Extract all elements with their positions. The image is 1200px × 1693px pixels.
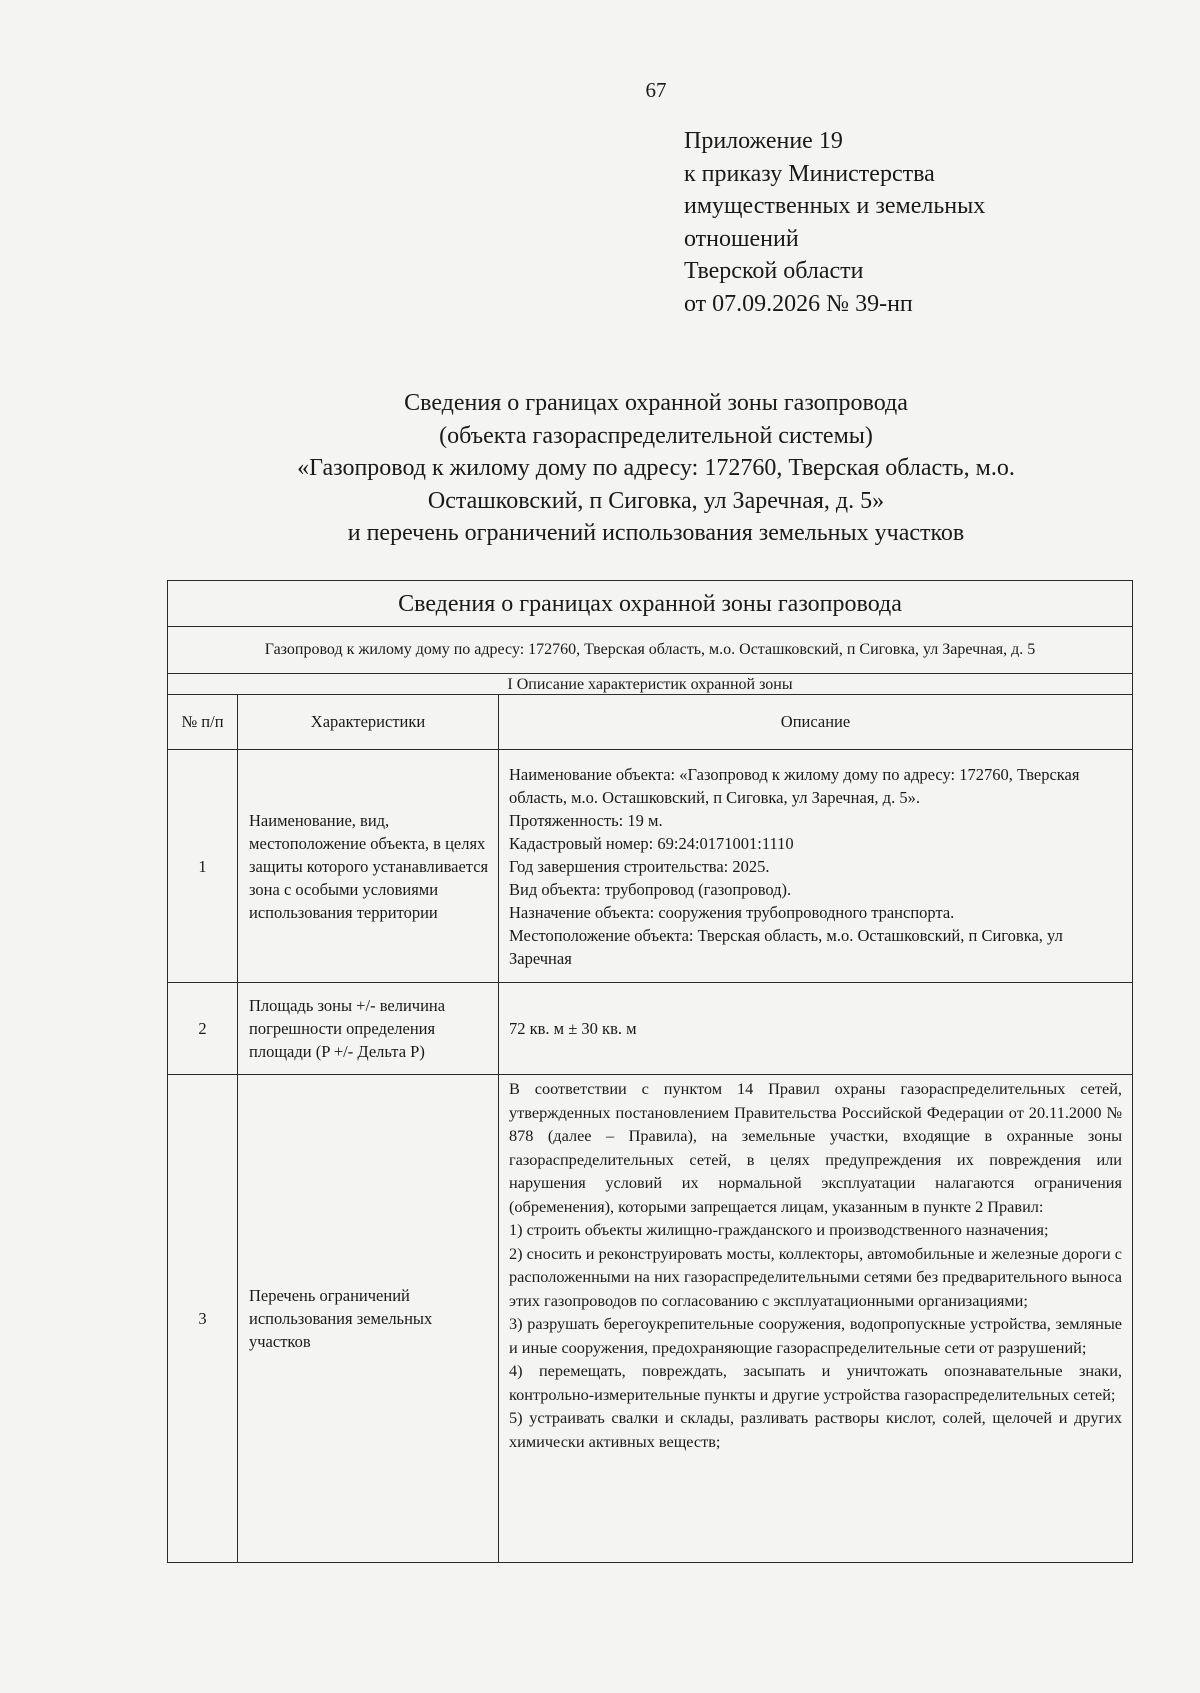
description-paragraph: 2) сносить и реконструировать мосты, коллекторы, автомобильные и железные дороги с расположенными на них газораспределительными сетями без предварительного выноса этих газопроводов по согласованию с эксплуатационными организациями; bbox=[509, 1243, 1123, 1310]
row-description: 72 кв. м ± 30 кв. м bbox=[499, 983, 1133, 1075]
row-description bbox=[499, 1075, 1133, 1563]
header-num: № п/п bbox=[168, 695, 238, 750]
header-characteristics: Характеристики bbox=[238, 695, 499, 750]
description-line: Год завершения строительства: 2025. bbox=[509, 856, 770, 876]
description-paragraph: 4) перемещать, повреждать, засыпать и уничтожать опознавательные знаки, контрольно-измерительные пункты и другие устройства газораспределительных сетей; bbox=[509, 1361, 1123, 1404]
table-object-name: Газопровод к жилому дому по адресу: 172760, Тверская область, м.о. Осташковский, п Сиговка, ул Заречная, д. 5 bbox=[168, 627, 1133, 674]
description-line: Протяженность: 19 м. bbox=[509, 810, 663, 830]
appendix-line: отношений bbox=[684, 225, 799, 252]
row-number: 2 bbox=[168, 983, 238, 1075]
row-characteristic: Площадь зоны +/- величина погрешности определения площади (P +/- Дельта P) bbox=[238, 983, 499, 1075]
appendix-block bbox=[684, 125, 1164, 320]
description-paragraph: 5) устраивать свалки и склады, разливать растворы кислот, солей, щелочей и других химически активных веществ; bbox=[509, 1408, 1123, 1451]
table-row bbox=[168, 750, 1133, 983]
appendix-line: Приложение 19 bbox=[684, 128, 843, 154]
table-section-heading: I Описание характеристик охранной зоны bbox=[168, 674, 1133, 695]
description-line: Наименование объекта: «Газопровод к жилому дому по адресу: 172760, Тверская область, м.о. Осташковский, п Сиговка, ул Заречная, д. 5». bbox=[509, 764, 1080, 807]
description-line: Назначение объекта: сооружения трубопроводного транспорта. bbox=[509, 902, 955, 922]
description-line: Местоположение объекта: Тверская область, м.о. Осташковский, п Сиговка, ул Заречная bbox=[509, 925, 1063, 968]
header-description: Описание bbox=[499, 695, 1133, 750]
description-paragraph: 3) разрушать берегоукрепительные сооружения, водопропускные устройства, земляные и иные сооружения, предохраняющие газораспределительные сети от разрушений; bbox=[509, 1314, 1123, 1357]
row-number: 1 bbox=[168, 750, 238, 983]
zone-table bbox=[167, 580, 1133, 1563]
document-title bbox=[150, 387, 1162, 550]
appendix-line: к приказу Министерства bbox=[684, 160, 935, 187]
page-number: 67 bbox=[645, 78, 667, 102]
appendix-line: от 07.09.2026 № 39-нп bbox=[684, 290, 913, 317]
row-characteristic: Перечень ограничений использования земельных участков bbox=[238, 1075, 499, 1563]
title-line: и перечень ограничений использования земельных участков bbox=[347, 520, 965, 546]
row-characteristic: Наименование, вид, местоположение объекта, в целях защиты которого устанавливается зона с особыми условиями использования территории bbox=[238, 750, 499, 983]
table-row bbox=[168, 1075, 1133, 1563]
description-paragraph: 1) строить объекты жилищно-гражданского и производственного назначения; bbox=[509, 1220, 1049, 1239]
title-line: Сведения о границах охранной зоны газопровода bbox=[404, 390, 908, 416]
appendix-line: имущественных и земельных bbox=[684, 193, 986, 219]
description-line: Вид объекта: трубопровод (газопровод). bbox=[509, 879, 792, 899]
table-header-row bbox=[168, 695, 1133, 750]
title-line: «Газопровод к жилому дому по адресу: 172760, Тверская область, м.о. bbox=[297, 455, 1015, 481]
appendix-line: Тверской области bbox=[684, 258, 864, 284]
title-line: Осташковский, п Сиговка, ул Заречная, д. 5» bbox=[427, 487, 885, 514]
table-row bbox=[168, 983, 1133, 1075]
row-description bbox=[499, 750, 1133, 983]
description-paragraph: В соответствии с пунктом 14 Правил охраны газораспределительных сетей, утвержденных постановлением Правительства Российской Федерации от 20.11.2000 № 878 (далее – Правила), на земельные участки, входящие в охранные зоны газораспределительных сетей, в целях предупреждения их повреждения или нарушения условий их нормальной эксплуатации налагаются ограничения (обременения), которыми запрещается лицам, указанным в пункте 2 Правил: bbox=[509, 1079, 1123, 1216]
table-title: Сведения о границах охранной зоны газопровода bbox=[168, 581, 1133, 627]
row-number: 3 bbox=[168, 1075, 238, 1563]
description-line: Кадастровый номер: 69:24:0171001:1110 bbox=[509, 833, 794, 853]
title-line: (объекта газораспределительной системы) bbox=[439, 422, 873, 449]
